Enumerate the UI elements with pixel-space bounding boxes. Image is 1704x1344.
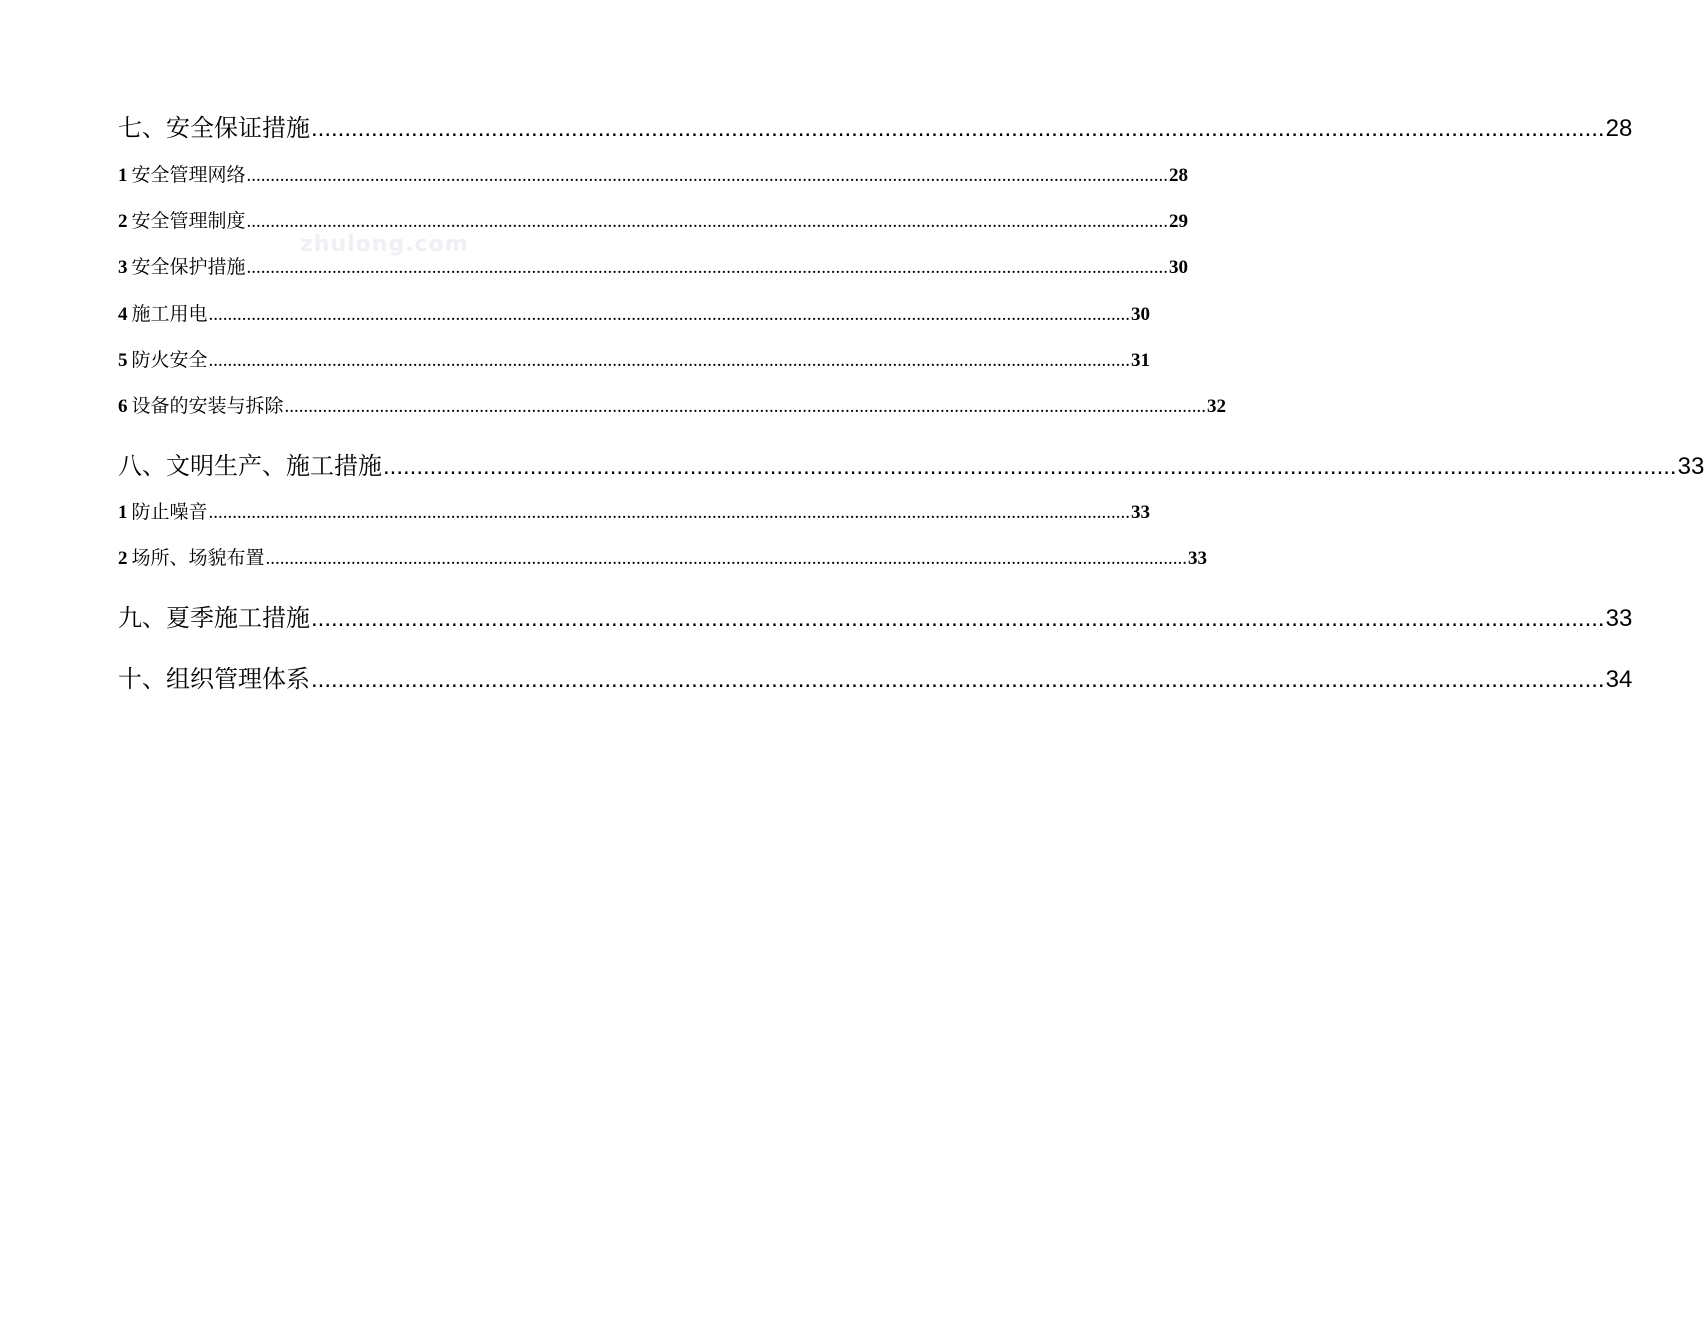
toc-entry-title: 防火安全 — [131, 349, 208, 371]
toc-entry-number: 3 — [118, 257, 128, 278]
toc-entry-8-2[interactable] — [118, 543, 1208, 570]
toc-entry-title: 安全管理网络 — [131, 164, 246, 186]
toc-entry-7-4[interactable] — [118, 299, 1151, 326]
toc-entry-number: 4 — [118, 304, 128, 325]
toc-entry-number: 6 — [118, 396, 128, 417]
toc-page-number: 32 — [1207, 396, 1227, 417]
toc-entry-number: 1 — [118, 165, 128, 186]
toc-leader-dots: .................................................................................................................................................................................................. — [311, 666, 1605, 693]
toc-page-number: 30 — [1131, 304, 1151, 325]
toc-page-number: 28 — [1169, 165, 1189, 186]
toc-entry-number: 2 — [118, 211, 128, 232]
toc-entry-title: 九、夏季施工措施 — [118, 604, 310, 632]
toc-leader-dots: .................................................................................................................................................................................................. — [383, 453, 1677, 480]
toc-leader-dots: .................................................................................................................................................................................................. — [284, 396, 1207, 417]
toc-leader-dots: .................................................................................................................................................................................................. — [311, 115, 1605, 142]
toc-entry-title: 设备的安装与拆除 — [131, 395, 284, 417]
toc-leader-dots: .................................................................................................................................................................................................. — [208, 350, 1131, 371]
toc-leader-dots: .................................................................................................................................................................................................. — [311, 605, 1605, 632]
toc-entry-title: 安全管理制度 — [131, 210, 246, 232]
toc-entry-section-7[interactable] — [118, 108, 1633, 143]
toc-entry-title: 十、组织管理体系 — [118, 665, 310, 693]
toc-page-number: 28 — [1605, 115, 1633, 142]
toc-leader-dots: .................................................................................................................................................................................................. — [208, 304, 1131, 325]
toc-entry-title: 场所、场貌布置 — [131, 547, 265, 569]
watermark-text: zhulong.com — [300, 232, 469, 257]
toc-entry-8-1[interactable] — [118, 497, 1151, 524]
toc-entry-section-10[interactable] — [118, 659, 1633, 694]
toc-page-number: 29 — [1169, 211, 1189, 232]
toc-entry-7-6[interactable] — [118, 391, 1227, 418]
toc-entry-title: 安全保护措施 — [131, 256, 246, 278]
toc-leader-dots: .................................................................................................................................................................................................. — [246, 211, 1169, 232]
toc-entry-number: 5 — [118, 350, 128, 371]
toc-page-number: 31 — [1131, 350, 1151, 371]
toc-entry-title: 八、文明生产、施工措施 — [118, 452, 382, 480]
toc-entry-7-5[interactable] — [118, 345, 1151, 372]
toc-page-number: 33 — [1605, 605, 1633, 632]
toc-entry-number: 1 — [118, 502, 128, 523]
toc-leader-dots: .................................................................................................................................................................................................. — [246, 165, 1169, 186]
toc-page-number: 33 — [1677, 453, 1704, 480]
toc-leader-dots: .................................................................................................................................................................................................. — [246, 257, 1169, 278]
toc-entry-title: 七、安全保证措施 — [118, 114, 310, 142]
toc-leader-dots: .................................................................................................................................................................................................. — [265, 548, 1188, 569]
toc-entry-title: 施工用电 — [131, 303, 208, 325]
toc-entry-7-3[interactable] — [118, 252, 1189, 279]
toc-entry-section-9[interactable] — [118, 598, 1633, 633]
toc-entry-7-2[interactable] — [118, 206, 1189, 233]
toc-entry-title: 防止噪音 — [131, 501, 208, 523]
toc-entry-number: 2 — [118, 548, 128, 569]
toc-page-number: 33 — [1188, 548, 1208, 569]
toc-entry-7-1[interactable] — [118, 160, 1189, 187]
toc-page-number: 33 — [1131, 502, 1151, 523]
toc-entry-section-8[interactable] — [118, 446, 1704, 481]
toc-leader-dots: .................................................................................................................................................................................................. — [208, 502, 1131, 523]
toc-page-number: 34 — [1605, 666, 1633, 693]
toc-page-number: 30 — [1169, 257, 1189, 278]
